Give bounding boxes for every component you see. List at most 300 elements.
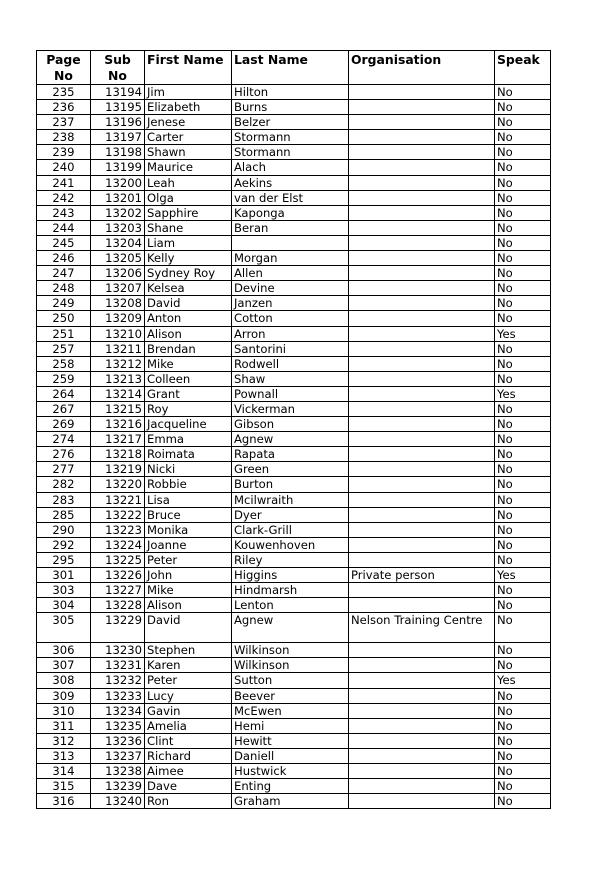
cell-last-name: Agnew xyxy=(232,432,349,447)
cell-sub-no: 13215 xyxy=(91,401,145,416)
cell-organisation xyxy=(349,703,495,718)
cell-organisation xyxy=(349,386,495,401)
cell-organisation xyxy=(349,462,495,477)
cell-last-name: Santorini xyxy=(232,341,349,356)
header-page-line2: No xyxy=(54,68,73,83)
cell-organisation xyxy=(349,311,495,326)
cell-speak: No xyxy=(495,115,551,130)
table-row xyxy=(37,145,551,160)
cell-speak: No xyxy=(495,190,551,205)
cell-last-name: Stormann xyxy=(232,130,349,145)
cell-page-no: 245 xyxy=(37,235,91,250)
table-row xyxy=(37,764,551,779)
cell-last-name: Agnew xyxy=(232,613,349,643)
cell-sub-no: 13202 xyxy=(91,205,145,220)
cell-speak: No xyxy=(495,613,551,643)
cell-last-name: Janzen xyxy=(232,296,349,311)
cell-organisation xyxy=(349,492,495,507)
table-row xyxy=(37,235,551,250)
header-first-name: First Name xyxy=(145,51,232,85)
table-row xyxy=(37,794,551,809)
cell-speak: No xyxy=(495,281,551,296)
header-speak: Speak xyxy=(495,51,551,85)
cell-organisation xyxy=(349,688,495,703)
table-row xyxy=(37,703,551,718)
cell-sub-no: 13240 xyxy=(91,794,145,809)
cell-sub-no: 13199 xyxy=(91,160,145,175)
cell-last-name: Hemi xyxy=(232,718,349,733)
cell-organisation xyxy=(349,537,495,552)
cell-organisation xyxy=(349,673,495,688)
cell-speak: No xyxy=(495,417,551,432)
table-row xyxy=(37,296,551,311)
cell-organisation xyxy=(349,205,495,220)
cell-page-no: 312 xyxy=(37,733,91,748)
cell-first-name: Gavin xyxy=(145,703,232,718)
cell-organisation xyxy=(349,371,495,386)
cell-page-no: 309 xyxy=(37,688,91,703)
table-row xyxy=(37,673,551,688)
cell-page-no: 240 xyxy=(37,160,91,175)
cell-speak: No xyxy=(495,235,551,250)
cell-sub-no: 13226 xyxy=(91,568,145,583)
cell-first-name: Alison xyxy=(145,326,232,341)
cell-organisation xyxy=(349,251,495,266)
cell-sub-no: 13225 xyxy=(91,552,145,567)
cell-last-name: Dyer xyxy=(232,507,349,522)
cell-sub-no: 13216 xyxy=(91,417,145,432)
table-row xyxy=(37,522,551,537)
cell-first-name: Leah xyxy=(145,175,232,190)
cell-page-no: 315 xyxy=(37,779,91,794)
cell-last-name: McEwen xyxy=(232,703,349,718)
cell-page-no: 259 xyxy=(37,371,91,386)
cell-last-name: Higgins xyxy=(232,568,349,583)
cell-organisation xyxy=(349,296,495,311)
cell-organisation xyxy=(349,432,495,447)
cell-organisation xyxy=(349,447,495,462)
table-row xyxy=(37,326,551,341)
cell-page-no: 243 xyxy=(37,205,91,220)
table-row xyxy=(37,492,551,507)
cell-last-name: Hustwick xyxy=(232,764,349,779)
cell-page-no: 249 xyxy=(37,296,91,311)
table-row xyxy=(37,432,551,447)
cell-sub-no: 13228 xyxy=(91,598,145,613)
cell-page-no: 237 xyxy=(37,115,91,130)
cell-last-name: Pownall xyxy=(232,386,349,401)
cell-sub-no: 13205 xyxy=(91,251,145,266)
cell-sub-no: 13217 xyxy=(91,432,145,447)
header-organisation: Organisation xyxy=(349,51,495,85)
cell-organisation xyxy=(349,190,495,205)
cell-sub-no: 13232 xyxy=(91,673,145,688)
cell-organisation xyxy=(349,522,495,537)
cell-page-no: 257 xyxy=(37,341,91,356)
cell-organisation xyxy=(349,779,495,794)
cell-first-name: David xyxy=(145,613,232,643)
cell-page-no: 267 xyxy=(37,401,91,416)
cell-speak: Yes xyxy=(495,568,551,583)
table-row xyxy=(37,281,551,296)
table-row xyxy=(37,341,551,356)
cell-sub-no: 13214 xyxy=(91,386,145,401)
table-row xyxy=(37,401,551,416)
cell-page-no: 250 xyxy=(37,311,91,326)
cell-speak: No xyxy=(495,175,551,190)
cell-page-no: 251 xyxy=(37,326,91,341)
cell-first-name: Emma xyxy=(145,432,232,447)
header-page-no xyxy=(37,51,91,85)
cell-first-name: Maurice xyxy=(145,160,232,175)
cell-organisation xyxy=(349,401,495,416)
cell-page-no: 310 xyxy=(37,703,91,718)
cell-first-name: Mike xyxy=(145,356,232,371)
cell-speak: No xyxy=(495,130,551,145)
cell-last-name: Burns xyxy=(232,100,349,115)
cell-first-name: Shawn xyxy=(145,145,232,160)
cell-sub-no: 13197 xyxy=(91,130,145,145)
cell-page-no: 274 xyxy=(37,432,91,447)
cell-first-name: Joanne xyxy=(145,537,232,552)
cell-first-name: David xyxy=(145,296,232,311)
cell-speak: No xyxy=(495,643,551,658)
cell-organisation: Nelson Training Centre xyxy=(349,613,495,643)
cell-speak: No xyxy=(495,598,551,613)
table-row xyxy=(37,477,551,492)
cell-first-name: Sydney Roy xyxy=(145,266,232,281)
cell-organisation xyxy=(349,598,495,613)
cell-last-name: Cotton xyxy=(232,311,349,326)
table-row xyxy=(37,266,551,281)
cell-first-name: Kelly xyxy=(145,251,232,266)
cell-last-name: Hilton xyxy=(232,85,349,100)
cell-first-name: Richard xyxy=(145,748,232,763)
cell-organisation xyxy=(349,175,495,190)
table-row xyxy=(37,537,551,552)
cell-speak: Yes xyxy=(495,673,551,688)
cell-sub-no: 13213 xyxy=(91,371,145,386)
cell-first-name: Grant xyxy=(145,386,232,401)
cell-last-name: van der Elst xyxy=(232,190,349,205)
cell-first-name: John xyxy=(145,568,232,583)
cell-last-name: Riley xyxy=(232,552,349,567)
cell-last-name: Hewitt xyxy=(232,733,349,748)
cell-first-name: Karen xyxy=(145,658,232,673)
cell-sub-no: 13227 xyxy=(91,583,145,598)
cell-first-name: Bruce xyxy=(145,507,232,522)
cell-sub-no: 13229 xyxy=(91,613,145,643)
cell-speak: No xyxy=(495,356,551,371)
cell-page-no: 313 xyxy=(37,748,91,763)
cell-sub-no: 13222 xyxy=(91,507,145,522)
cell-speak: No xyxy=(495,220,551,235)
cell-first-name: Monika xyxy=(145,522,232,537)
cell-speak: No xyxy=(495,311,551,326)
cell-speak: No xyxy=(495,462,551,477)
table-row xyxy=(37,462,551,477)
cell-organisation xyxy=(349,794,495,809)
cell-sub-no: 13231 xyxy=(91,658,145,673)
cell-organisation xyxy=(349,281,495,296)
cell-speak: No xyxy=(495,296,551,311)
cell-speak: No xyxy=(495,688,551,703)
cell-page-no: 292 xyxy=(37,537,91,552)
cell-sub-no: 13212 xyxy=(91,356,145,371)
table-row xyxy=(37,386,551,401)
cell-sub-no: 13196 xyxy=(91,115,145,130)
cell-page-no: 277 xyxy=(37,462,91,477)
table-row xyxy=(37,718,551,733)
cell-sub-no: 13221 xyxy=(91,492,145,507)
table-row xyxy=(37,447,551,462)
cell-sub-no: 13238 xyxy=(91,764,145,779)
cell-page-no: 238 xyxy=(37,130,91,145)
cell-page-no: 236 xyxy=(37,100,91,115)
cell-page-no: 316 xyxy=(37,794,91,809)
cell-organisation xyxy=(349,733,495,748)
cell-last-name: Rodwell xyxy=(232,356,349,371)
cell-speak: No xyxy=(495,552,551,567)
cell-first-name: Shane xyxy=(145,220,232,235)
cell-last-name: Beran xyxy=(232,220,349,235)
table-row xyxy=(37,175,551,190)
cell-last-name: Aekins xyxy=(232,175,349,190)
cell-sub-no: 13195 xyxy=(91,100,145,115)
cell-first-name: Dave xyxy=(145,779,232,794)
cell-page-no: 235 xyxy=(37,85,91,100)
cell-organisation xyxy=(349,583,495,598)
cell-page-no: 311 xyxy=(37,718,91,733)
cell-last-name xyxy=(232,235,349,250)
cell-page-no: 241 xyxy=(37,175,91,190)
cell-first-name: Liam xyxy=(145,235,232,250)
cell-sub-no: 13218 xyxy=(91,447,145,462)
cell-last-name: Kouwenhoven xyxy=(232,537,349,552)
cell-sub-no: 13194 xyxy=(91,85,145,100)
cell-sub-no: 13224 xyxy=(91,537,145,552)
table-row xyxy=(37,371,551,386)
cell-sub-no: 13236 xyxy=(91,733,145,748)
cell-first-name: Ron xyxy=(145,794,232,809)
cell-page-no: 285 xyxy=(37,507,91,522)
cell-organisation xyxy=(349,764,495,779)
cell-first-name: Peter xyxy=(145,552,232,567)
table-row xyxy=(37,417,551,432)
cell-last-name: Shaw xyxy=(232,371,349,386)
cell-last-name: Alach xyxy=(232,160,349,175)
table-row xyxy=(37,220,551,235)
cell-sub-no: 13204 xyxy=(91,235,145,250)
cell-speak: No xyxy=(495,477,551,492)
cell-sub-no: 13207 xyxy=(91,281,145,296)
cell-page-no: 264 xyxy=(37,386,91,401)
header-sub-line1: Sub xyxy=(104,52,131,67)
cell-speak: No xyxy=(495,205,551,220)
cell-last-name: Mcilwraith xyxy=(232,492,349,507)
cell-last-name: Sutton xyxy=(232,673,349,688)
table-row xyxy=(37,779,551,794)
cell-speak: No xyxy=(495,432,551,447)
cell-sub-no: 13201 xyxy=(91,190,145,205)
cell-last-name: Enting xyxy=(232,779,349,794)
cell-last-name: Hindmarsh xyxy=(232,583,349,598)
cell-sub-no: 13206 xyxy=(91,266,145,281)
table-row xyxy=(37,568,551,583)
cell-speak: No xyxy=(495,160,551,175)
cell-speak: No xyxy=(495,764,551,779)
cell-organisation xyxy=(349,100,495,115)
cell-first-name: Jacqueline xyxy=(145,417,232,432)
cell-page-no: 239 xyxy=(37,145,91,160)
cell-speak: No xyxy=(495,779,551,794)
submissions-table xyxy=(36,50,551,809)
cell-organisation: Private person xyxy=(349,568,495,583)
cell-last-name: Arron xyxy=(232,326,349,341)
cell-page-no: 306 xyxy=(37,643,91,658)
cell-organisation xyxy=(349,115,495,130)
table-row xyxy=(37,160,551,175)
cell-speak: No xyxy=(495,447,551,462)
cell-first-name: Sapphire xyxy=(145,205,232,220)
cell-page-no: 308 xyxy=(37,673,91,688)
header-sub-no xyxy=(91,51,145,85)
cell-page-no: 258 xyxy=(37,356,91,371)
header-last-name: Last Name xyxy=(232,51,349,85)
table-row xyxy=(37,688,551,703)
cell-speak: No xyxy=(495,401,551,416)
cell-page-no: 246 xyxy=(37,251,91,266)
table-row xyxy=(37,552,551,567)
cell-organisation xyxy=(349,748,495,763)
header-page-line1: Page xyxy=(46,52,81,67)
table-row xyxy=(37,190,551,205)
cell-page-no: 301 xyxy=(37,568,91,583)
cell-first-name: Mike xyxy=(145,583,232,598)
table-row xyxy=(37,598,551,613)
cell-first-name: Aimee xyxy=(145,764,232,779)
cell-page-no: 248 xyxy=(37,281,91,296)
cell-first-name: Peter xyxy=(145,673,232,688)
cell-speak: No xyxy=(495,341,551,356)
cell-last-name: Lenton xyxy=(232,598,349,613)
cell-sub-no: 13203 xyxy=(91,220,145,235)
cell-first-name: Lucy xyxy=(145,688,232,703)
cell-first-name: Amelia xyxy=(145,718,232,733)
cell-last-name: Green xyxy=(232,462,349,477)
cell-page-no: 314 xyxy=(37,764,91,779)
cell-sub-no: 13219 xyxy=(91,462,145,477)
cell-page-no: 295 xyxy=(37,552,91,567)
table-row xyxy=(37,85,551,100)
table-row xyxy=(37,100,551,115)
cell-page-no: 283 xyxy=(37,492,91,507)
cell-last-name: Vickerman xyxy=(232,401,349,416)
cell-sub-no: 13198 xyxy=(91,145,145,160)
cell-speak: No xyxy=(495,718,551,733)
cell-speak: No xyxy=(495,145,551,160)
cell-speak: No xyxy=(495,492,551,507)
cell-page-no: 307 xyxy=(37,658,91,673)
cell-speak: No xyxy=(495,733,551,748)
table-row xyxy=(37,613,551,643)
cell-organisation xyxy=(349,266,495,281)
cell-organisation xyxy=(349,552,495,567)
cell-speak: No xyxy=(495,794,551,809)
cell-organisation xyxy=(349,235,495,250)
cell-first-name: Colleen xyxy=(145,371,232,386)
table-row xyxy=(37,748,551,763)
cell-sub-no: 13235 xyxy=(91,718,145,733)
cell-first-name: Alison xyxy=(145,598,232,613)
cell-first-name: Carter xyxy=(145,130,232,145)
cell-sub-no: 13208 xyxy=(91,296,145,311)
table-row xyxy=(37,205,551,220)
table-row xyxy=(37,643,551,658)
cell-last-name: Allen xyxy=(232,266,349,281)
table-body xyxy=(37,85,551,809)
cell-last-name: Devine xyxy=(232,281,349,296)
cell-speak: Yes xyxy=(495,326,551,341)
cell-last-name: Gibson xyxy=(232,417,349,432)
cell-sub-no: 13223 xyxy=(91,522,145,537)
table-row xyxy=(37,507,551,522)
cell-sub-no: 13209 xyxy=(91,311,145,326)
cell-first-name: Anton xyxy=(145,311,232,326)
table-row xyxy=(37,583,551,598)
cell-page-no: 269 xyxy=(37,417,91,432)
cell-speak: No xyxy=(495,371,551,386)
cell-speak: No xyxy=(495,85,551,100)
cell-first-name: Lisa xyxy=(145,492,232,507)
cell-sub-no: 13200 xyxy=(91,175,145,190)
cell-last-name: Rapata xyxy=(232,447,349,462)
cell-speak: No xyxy=(495,100,551,115)
cell-sub-no: 13230 xyxy=(91,643,145,658)
cell-first-name: Kelsea xyxy=(145,281,232,296)
cell-speak: No xyxy=(495,251,551,266)
cell-page-no: 242 xyxy=(37,190,91,205)
cell-organisation xyxy=(349,160,495,175)
cell-last-name: Clark-Grill xyxy=(232,522,349,537)
cell-first-name: Olga xyxy=(145,190,232,205)
cell-last-name: Beever xyxy=(232,688,349,703)
cell-page-no: 282 xyxy=(37,477,91,492)
cell-first-name: Roy xyxy=(145,401,232,416)
cell-sub-no: 13220 xyxy=(91,477,145,492)
cell-last-name: Wilkinson xyxy=(232,643,349,658)
table-row xyxy=(37,356,551,371)
cell-first-name: Stephen xyxy=(145,643,232,658)
cell-organisation xyxy=(349,658,495,673)
cell-first-name: Brendan xyxy=(145,341,232,356)
cell-first-name: Jenese xyxy=(145,115,232,130)
cell-organisation xyxy=(349,507,495,522)
cell-organisation xyxy=(349,85,495,100)
cell-organisation xyxy=(349,130,495,145)
cell-sub-no: 13210 xyxy=(91,326,145,341)
cell-first-name: Jim xyxy=(145,85,232,100)
cell-page-no: 303 xyxy=(37,583,91,598)
table-row xyxy=(37,658,551,673)
cell-last-name: Morgan xyxy=(232,251,349,266)
cell-last-name: Wilkinson xyxy=(232,658,349,673)
cell-speak: No xyxy=(495,266,551,281)
cell-speak: No xyxy=(495,507,551,522)
table-row xyxy=(37,733,551,748)
cell-sub-no: 13237 xyxy=(91,748,145,763)
cell-last-name: Daniell xyxy=(232,748,349,763)
